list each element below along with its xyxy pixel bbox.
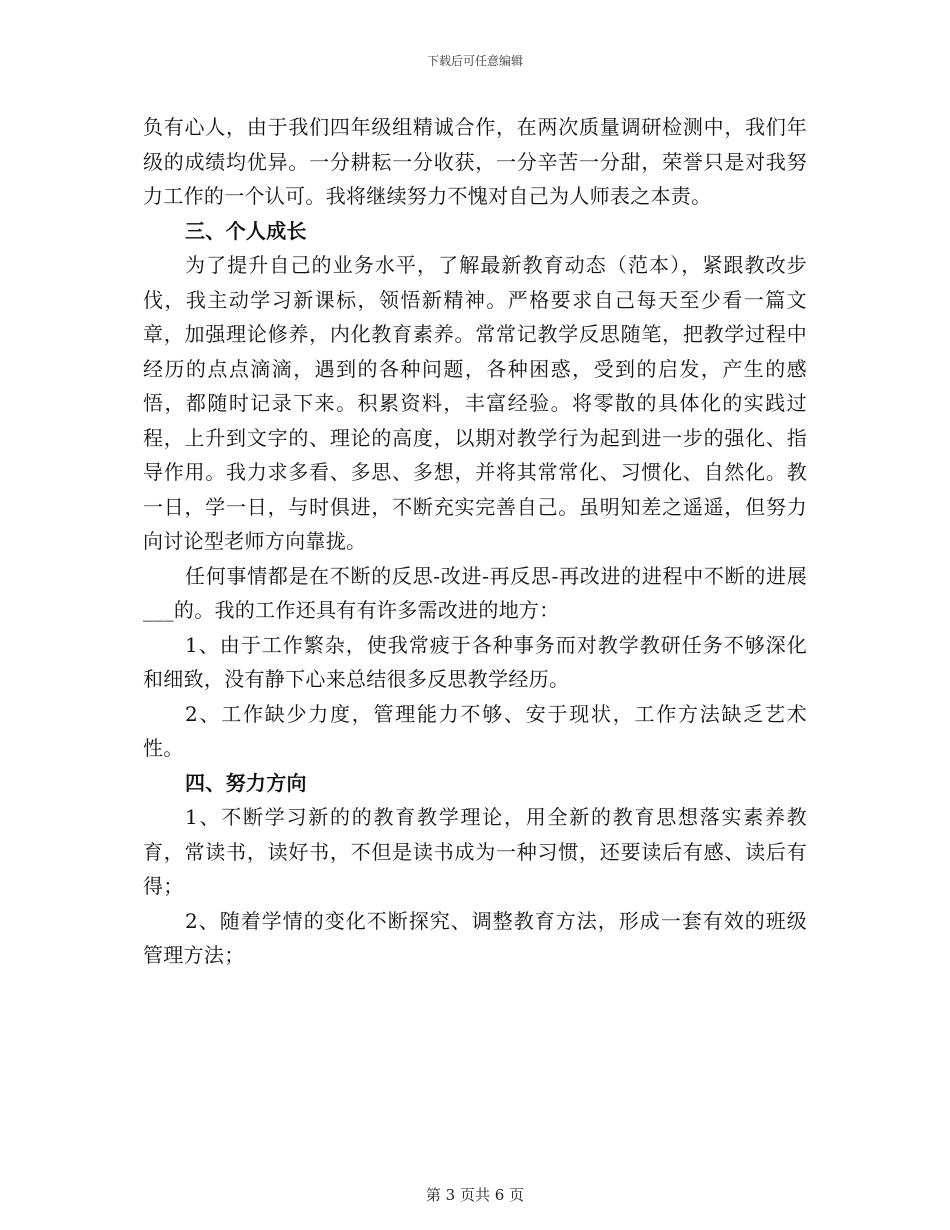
paragraph-reflection: 任何事情都是在不断的反思-改进-再反思-再改进的进程中不断的进展___的。我的工作还具有有许多需改进的地方： <box>143 563 807 622</box>
list-item-shortcoming-1: 1、由于工作繁杂，使我常疲于各种事务而对教学教研任务不够深化和细致，没有静下心来总结很多反思教学经历。 <box>143 632 807 691</box>
page-header: 下载后可任意编辑 <box>426 54 523 68</box>
list-item-direction-1: 1、不断学习新的的教育教学理论，用全新的教育思想落实素养教育，常读书，读好书，不但是读书成为一种习惯，还要读后有感、读后有得； <box>143 805 807 898</box>
paragraph-continuation: 负有心人，由于我们四年级组精诚合作，在两次质量调研检测中，我们年级的成绩均优异。一分耕耘一分收获，一分辛苦一分甜，荣誉只是对我努力工作的一个认可。我将继续努力不愧对自己为人师表之本责。 <box>143 115 807 208</box>
paragraph-personal-growth: 为了提升自己的业务水平，了解最新教育动态（范本），紧跟教改步伐，我主动学习新课标，领悟新精神。严格要求自己每天至少看一篇文章，加强理论修养，内化教育素养。常常记教学反思随笔，把教学过程中经历的点点滴滴，遇到的各种问题，各种困惑，受到的启发，产生的感悟，都随时记录下来。积累资料，丰富经验。将零散的具体化的实践过程，上升到文字的、理论的高度，以期对教学行为起到进一步的强化、指导作用。我力求多看、多思、多想，并将其常常化、习惯化、自然化。教一日，学一日，与时俱进，不断充实完善自己。虽明知差之遥遥，但努力向讨论型老师方向靠拢。 <box>143 253 807 553</box>
document-body <box>143 110 807 973</box>
list-item-shortcoming-2: 2、工作缺少力度，管理能力不够、安于现状，工作方法缺乏艺术性。 <box>143 701 807 760</box>
page-number-footer: 第 3 页共 6 页 <box>425 1186 525 1204</box>
list-item-direction-2: 2、随着学情的变化不断探究、调整教育方法，形成一套有效的班级管理方法； <box>143 908 807 967</box>
section-heading-personal-growth: 三、个人成长 <box>185 218 307 243</box>
section-heading-direction: 四、努力方向 <box>185 770 307 795</box>
